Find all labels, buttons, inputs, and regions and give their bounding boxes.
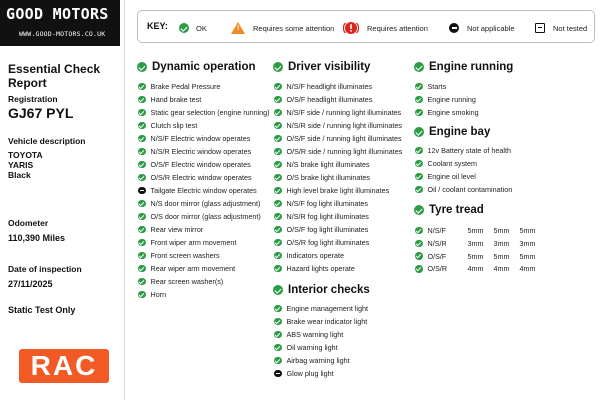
tyre-depth: 4mm	[519, 264, 536, 274]
ok-check-icon	[415, 252, 423, 260]
ok-check-icon	[274, 357, 282, 365]
key-nt-label: Not tested	[553, 23, 588, 33]
requires-attention-icon	[343, 21, 359, 35]
ok-check-icon	[138, 200, 146, 208]
vehicle-label: Vehicle description	[8, 136, 86, 146]
check-item	[274, 186, 389, 195]
check-item-label: Glow plug light	[286, 369, 334, 378]
check-item-label: Front screen washers	[150, 251, 220, 260]
tyre-position: N/S/F	[427, 226, 446, 235]
check-item	[274, 330, 343, 339]
check-item-label: Hazard lights operate	[286, 264, 355, 273]
ok-check-icon	[274, 109, 282, 117]
check-item	[138, 108, 270, 117]
report-title: Essential Check Report	[8, 62, 101, 90]
check-item	[274, 212, 369, 221]
check-item-label: O/S/R side / running light illuminates	[286, 147, 403, 156]
section-title: Tyre tread	[429, 204, 484, 216]
check-item-label: High level brake light illuminates	[286, 186, 390, 195]
ok-check-icon	[274, 331, 282, 339]
check-item	[274, 225, 368, 234]
check-item	[138, 290, 166, 299]
ok-check-icon	[274, 318, 282, 326]
tyre-depth: 5mm	[467, 251, 484, 261]
ok-check-icon	[138, 148, 146, 156]
check-item	[274, 82, 372, 91]
ok-check-icon	[138, 239, 146, 247]
check-item-label: N/S/R fog light illuminates	[286, 212, 369, 221]
section-title: Driver visibility	[288, 61, 371, 73]
check-item	[274, 356, 350, 365]
check-item	[274, 369, 334, 378]
check-item	[415, 172, 476, 181]
ok-check-icon	[274, 135, 282, 143]
check-item-label: Engine management light	[286, 304, 369, 313]
check-item-label: Static gear selection (engine running)	[150, 108, 270, 117]
section-engine-running	[414, 61, 513, 73]
check-item	[415, 159, 477, 168]
check-item	[138, 264, 235, 273]
ok-check-icon	[138, 96, 146, 104]
brand-logo	[0, 0, 120, 46]
check-item-label: ABS warning light	[286, 330, 344, 339]
warning-triangle-icon: !	[231, 22, 245, 34]
check-item-label: Front wiper arm movement	[150, 238, 237, 247]
tyre-depth: 3mm	[519, 238, 536, 248]
check-item-label: Rear screen washer(s)	[150, 277, 224, 286]
ok-check-icon	[138, 278, 146, 286]
ok-check-icon	[274, 252, 282, 260]
static-test-note: Static Test Only	[8, 305, 76, 315]
not-tested-icon	[535, 23, 545, 33]
check-item	[274, 134, 402, 143]
ok-check-icon	[138, 109, 146, 117]
check-item	[274, 264, 355, 273]
registration-label: Registration	[8, 94, 58, 104]
section-engine-bay	[414, 126, 490, 138]
check-item	[274, 147, 402, 156]
key-requires	[343, 21, 428, 35]
ok-check-icon	[274, 161, 282, 169]
not-applicable-icon	[449, 23, 459, 33]
check-item-label: Engine smoking	[427, 108, 479, 117]
check-item	[274, 121, 402, 130]
check-item	[138, 95, 201, 104]
ok-check-icon	[415, 173, 423, 181]
check-item-label: N/S/R Electric window operates	[150, 147, 252, 156]
check-item	[274, 173, 370, 182]
check-item-label: Engine running	[427, 95, 476, 104]
not-applicable-icon	[274, 370, 282, 378]
ok-check-icon	[274, 148, 282, 156]
not-applicable-icon	[138, 187, 146, 195]
ok-check-icon	[273, 62, 283, 72]
odometer-label: Odometer	[8, 218, 49, 228]
sidebar	[0, 0, 125, 400]
check-item	[138, 121, 197, 130]
ok-check-icon	[414, 62, 424, 72]
check-item	[138, 82, 220, 91]
registration-value: GJ67 PYL	[8, 105, 74, 121]
check-item	[274, 304, 368, 313]
tyre-depth: 3mm	[467, 238, 484, 248]
check-item	[415, 146, 511, 155]
ok-check-icon	[138, 291, 146, 299]
check-item-label: Clutch slip test	[150, 121, 198, 130]
status-key	[137, 10, 595, 43]
tyre-position: O/S/F	[427, 251, 447, 261]
check-item-label: Brake wear indicator light	[286, 317, 368, 326]
odometer-value: 110,390 Miles	[8, 233, 66, 243]
section-tyre-tread	[414, 204, 484, 216]
ok-check-icon	[138, 161, 146, 169]
key-ok	[179, 21, 207, 35]
ok-check-icon	[274, 96, 282, 104]
ok-check-icon	[274, 200, 282, 208]
check-item-label: N/S/R side / running light illuminates	[286, 121, 402, 130]
key-label: KEY:	[147, 21, 168, 31]
ok-check-icon	[274, 187, 282, 195]
brand-url: WWW.GOOD-MOTORS.CO.UK	[19, 30, 106, 38]
key-attention	[231, 21, 334, 35]
check-item-label: Horn	[150, 290, 167, 299]
check-item	[274, 317, 367, 326]
ok-check-icon	[415, 96, 423, 104]
key-na-label: Not applicable	[467, 23, 515, 33]
ok-check-icon	[179, 23, 189, 33]
ok-check-icon	[274, 83, 282, 91]
ok-check-icon	[138, 226, 146, 234]
check-item-label: N/S/F Electric window operates	[150, 134, 251, 143]
tyre-depth: 5mm	[493, 251, 510, 261]
check-item-label: N/S door mirror (glass adjustment)	[150, 199, 261, 208]
check-item-label: O/S/F side / running light illuminates	[286, 134, 402, 143]
ok-check-icon	[274, 239, 282, 247]
tyre-depth: 4mm	[493, 264, 510, 274]
check-item	[138, 277, 223, 286]
check-item-label: Indicators operate	[286, 251, 345, 260]
ok-check-icon	[415, 160, 423, 168]
check-item	[138, 160, 251, 169]
tyre-depth: 5mm	[519, 226, 536, 235]
check-item-label: Rear wiper arm movement	[150, 264, 236, 273]
ok-check-icon	[414, 127, 424, 137]
vehicle-model: YARIS	[8, 160, 34, 170]
ok-check-icon	[138, 252, 146, 260]
check-item-label: O/S/R fog light illuminates	[286, 238, 370, 247]
ok-check-icon	[138, 83, 146, 91]
ok-check-icon	[415, 147, 423, 155]
section-title: Dynamic operation	[152, 61, 256, 73]
check-item-label: N/S/F headlight illuminates	[286, 82, 372, 91]
vehicle-description	[8, 150, 43, 180]
key-ok-label: OK	[196, 23, 207, 33]
check-item	[274, 343, 338, 352]
check-item-label: O/S door mirror (glass adjustment)	[150, 212, 261, 221]
check-item-label: Hand brake test	[150, 95, 202, 104]
check-item	[138, 212, 261, 221]
tyre-depth: 3mm	[493, 238, 510, 248]
ok-check-icon	[415, 227, 423, 235]
ok-check-icon	[415, 186, 423, 194]
check-item-label: O/S/R Electric window operates	[150, 173, 252, 182]
check-item-label: Oil / coolant contamination	[427, 185, 513, 194]
ok-check-icon	[274, 226, 282, 234]
ok-check-icon	[138, 135, 146, 143]
section-title: Engine running	[429, 61, 514, 73]
key-attention-label: Requires some attention	[253, 23, 335, 33]
rac-logo: RAC	[19, 349, 109, 383]
ok-check-icon	[274, 174, 282, 182]
check-item	[274, 251, 344, 260]
check-item	[274, 95, 372, 104]
ok-check-icon	[415, 83, 423, 91]
inspection-date-label: Date of inspection	[8, 264, 82, 274]
inspection-date-value: 27/11/2025	[8, 279, 53, 289]
tyre-row	[415, 264, 546, 273]
ok-check-icon	[138, 174, 146, 182]
check-item	[138, 225, 203, 234]
check-item-label: N/S brake light illuminates	[286, 160, 370, 169]
check-item	[274, 238, 369, 247]
check-item-label: O/S brake light illuminates	[286, 173, 370, 182]
ok-check-icon	[137, 62, 147, 72]
check-item	[415, 108, 479, 117]
section-title: Engine bay	[429, 126, 491, 138]
section-dynamic-operation	[137, 61, 256, 73]
check-item-label: Oil warning light	[286, 343, 338, 352]
check-item-label: Engine oil level	[427, 172, 476, 181]
section-title: Interior checks	[288, 284, 370, 296]
ok-check-icon	[415, 109, 423, 117]
tyre-depth: 5mm	[519, 251, 536, 261]
check-item	[138, 251, 220, 260]
ok-check-icon	[274, 213, 282, 221]
check-item	[274, 199, 368, 208]
key-requires-label: Requires attention	[367, 23, 428, 33]
tyre-row	[415, 226, 546, 235]
check-item-label: Coolant system	[427, 159, 478, 168]
check-item-label: Brake Pedal Pressure	[150, 82, 221, 91]
check-item-label: O/S/F Electric window operates	[150, 160, 251, 169]
tyre-depth: 4mm	[467, 264, 484, 274]
check-item-label: Tailgate Electric window operates	[150, 186, 257, 195]
tyre-row	[415, 239, 546, 248]
check-item-label: Airbag warning light	[286, 356, 350, 365]
check-item	[138, 186, 257, 195]
ok-check-icon	[414, 205, 424, 215]
check-item	[138, 199, 260, 208]
tyre-row	[415, 252, 546, 261]
ok-check-icon	[415, 265, 423, 273]
ok-check-icon	[138, 265, 146, 273]
vehicle-make: TOYOTA	[8, 150, 43, 160]
vehicle-colour: Black	[8, 170, 31, 180]
check-item	[274, 108, 401, 117]
check-item	[138, 134, 250, 143]
check-item-label: N/S/F fog light illuminates	[286, 199, 368, 208]
ok-check-icon	[274, 305, 282, 313]
tyre-depth: 5mm	[493, 226, 510, 235]
section-interior-checks	[273, 284, 370, 296]
ok-check-icon	[138, 213, 146, 221]
check-item	[274, 160, 370, 169]
check-item	[138, 147, 251, 156]
check-item-label: O/S/F headlight illuminates	[286, 95, 373, 104]
check-item-label: Rear view mirror	[150, 225, 204, 234]
ok-check-icon	[274, 265, 282, 273]
check-item-label: N/S/F side / running light illuminates	[286, 108, 402, 117]
brand-name: GOOD MOTORS	[6, 5, 109, 23]
tyre-position: N/S/R	[427, 238, 447, 248]
check-item	[138, 173, 252, 182]
check-item-label: Starts	[427, 82, 447, 91]
check-item-label: O/S/F fog light illuminates	[286, 225, 369, 234]
ok-check-icon	[415, 240, 423, 248]
key-nt	[535, 21, 587, 35]
check-item	[415, 95, 476, 104]
section-driver-visibility	[273, 61, 370, 73]
check-item	[415, 82, 446, 91]
tyre-depth: 5mm	[467, 226, 484, 235]
ok-check-icon	[274, 122, 282, 130]
ok-check-icon	[274, 344, 282, 352]
ok-check-icon	[138, 122, 146, 130]
check-item	[138, 238, 236, 247]
check-item-label: 12v Battery state of health	[427, 146, 512, 155]
key-na	[449, 21, 515, 35]
check-item	[415, 185, 512, 194]
ok-check-icon	[273, 285, 283, 295]
tyre-position: O/S/R	[427, 264, 448, 274]
